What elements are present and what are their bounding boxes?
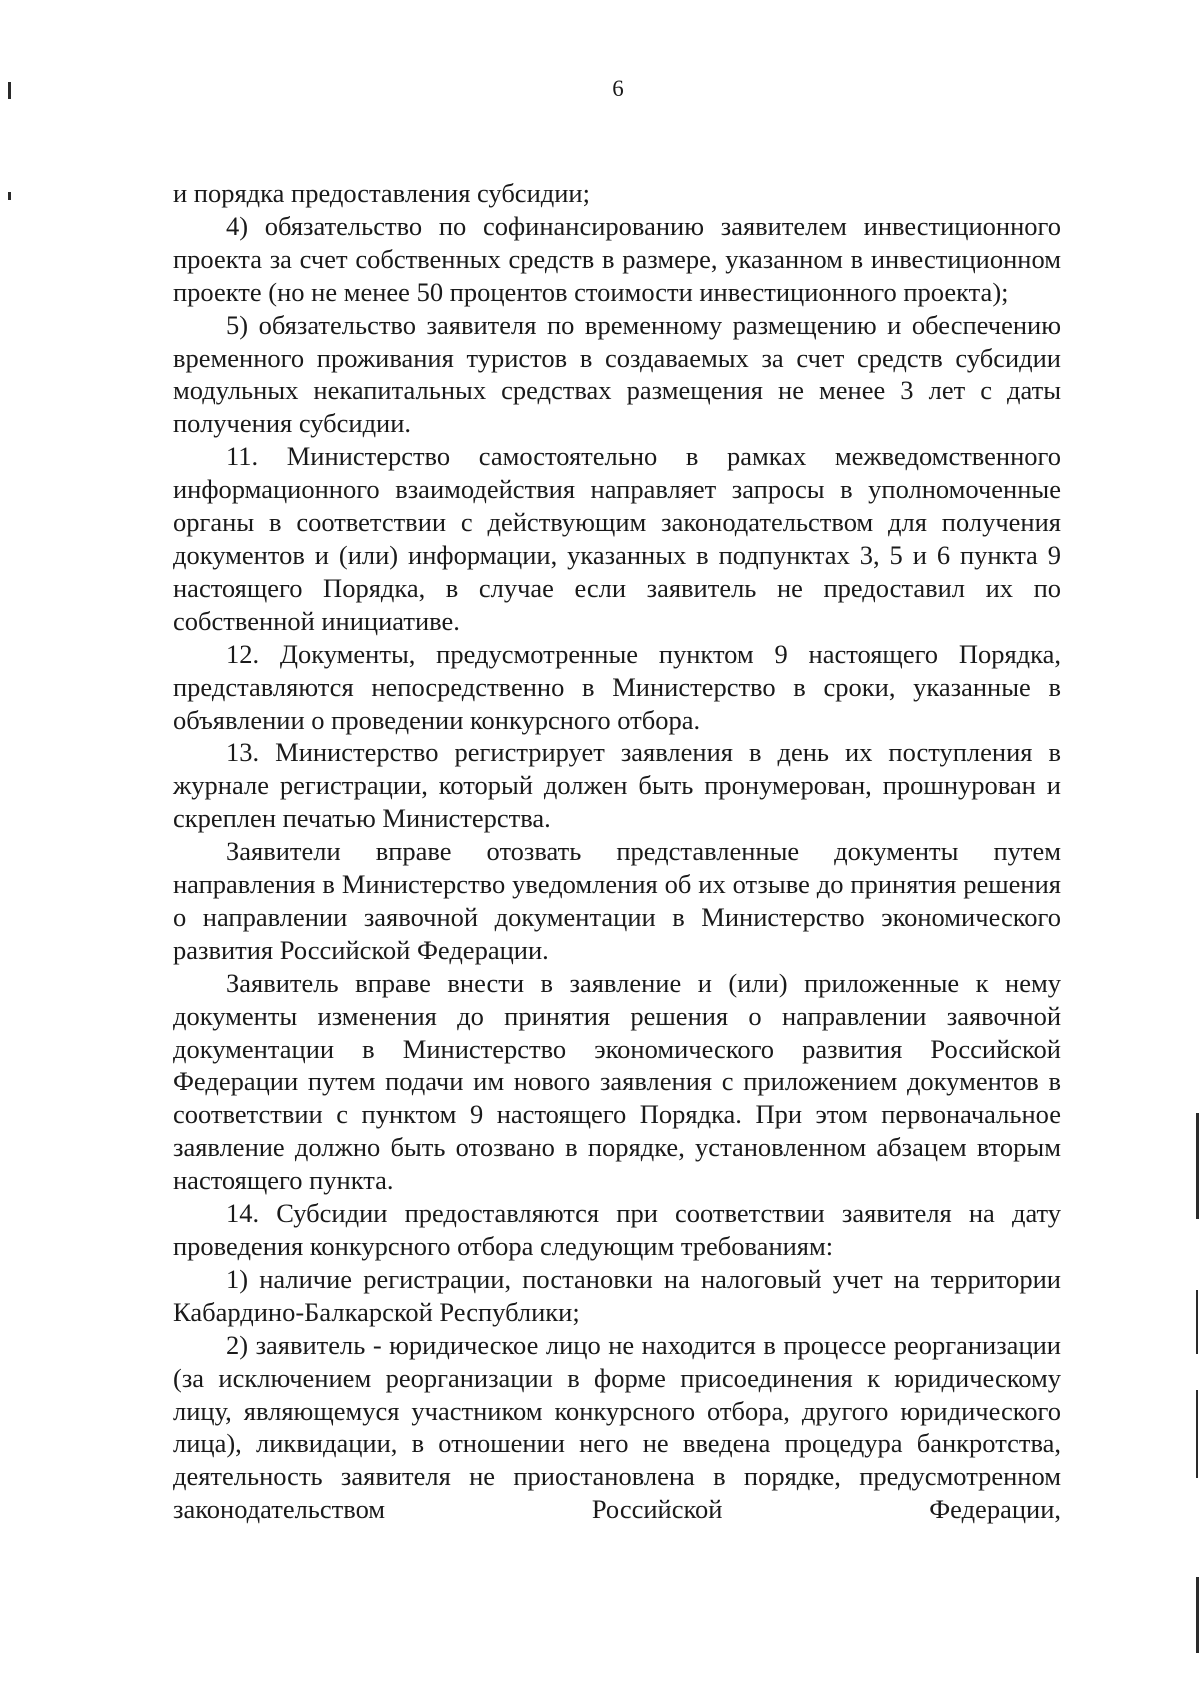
scan-mark-left-dot <box>8 192 11 200</box>
paragraph-clause-13-amend: Заявитель вправе внести в заявление и (или) приложенные к нему документы изменения до принятия решения о направлении заявочной документации в Министерство экономического развития Российской Федерации путем подачи им нового заявления с приложением документов в соответствии с пунктом 9 настоящего Порядка. При этом первоначальное заявление должно быть отозвано в порядке, установленном абзацем вторым настоящего пункта. <box>173 967 1061 1196</box>
paragraph-clause-12: 12. Документы, предусмотренные пунктом 9 настоящего Порядка, представляются непосредственно в Министерство в сроки, указанные в объявлении о проведении конкурсного отбора. <box>173 638 1061 735</box>
paragraph-clause-13-withdraw: Заявители вправе отозвать представленные документы путем направления в Министерство уведомления об их отзыве до принятия решения о направлении заявочной документации в Министерство экономического развития Российской Федерации. <box>173 836 1061 965</box>
paragraph-continuation: и порядка предоставления субсидии; <box>173 178 590 208</box>
scan-mark-right-3 <box>1196 1390 1198 1478</box>
paragraph-item-4: 4) обязательство по софинансированию заявителем инвестиционного проекта за счет собственных средств в размере, указанном в инвестиционном проекте (но не менее 50 процентов стоимости инвестиционного проекта); <box>173 210 1061 307</box>
scan-mark-right-2 <box>1196 1290 1198 1354</box>
scan-mark-right-4 <box>1196 1577 1199 1653</box>
paragraph-clause-11: 11. Министерство самостоятельно в рамках межведомственного информационного взаимодействия направляет запросы в уполномоченные органы в соответствии с действующим законодательством для получения документов и (или) информации, указанных в подпунктах 3, 5 и 6 пункта 9 настоящего Порядка, в случае если заявитель не предоставил их по собственной инициативе. <box>173 441 1061 636</box>
page-number: 6 <box>612 76 624 101</box>
scan-mark-left-top <box>8 82 11 99</box>
document-body <box>173 177 1061 1526</box>
paragraph-clause-14: 14. Субсидии предоставляются при соответствии заявителя на дату проведения конкурсного отбора следующим требованиям: <box>173 1198 1061 1261</box>
scan-mark-right-1 <box>1196 1113 1199 1219</box>
paragraph-clause-13: 13. Министерство регистрирует заявления в день их поступления в журнале регистрации, который должен быть пронумерован, прошнурован и скреплен печатью Министерства. <box>173 737 1061 834</box>
paragraph-item-5: 5) обязательство заявителя по временному размещению и обеспечению временного проживания туристов в создаваемых за счет средств субсидии модульных некапитальных средствах размещения не менее 3 лет с даты получения субсидии. <box>173 309 1061 439</box>
paragraph-requirement-2: 2) заявитель - юридическое лицо не находится в процессе реорганизации (за исключением реорганизации в форме присоединения к юридическому лицу, являющемуся участником конкурсного отбора, другого юридического лица), ликвидации, в отношении него не введена процедура банкротства, деятельность заявителя не приостановлена в порядке, предусмотренном законодательством Российской Федерации, <box>173 1329 1061 1525</box>
paragraph-requirement-1: 1) наличие регистрации, постановки на налоговый учет на территории Кабардино-Балкарской Республики; <box>173 1263 1061 1327</box>
